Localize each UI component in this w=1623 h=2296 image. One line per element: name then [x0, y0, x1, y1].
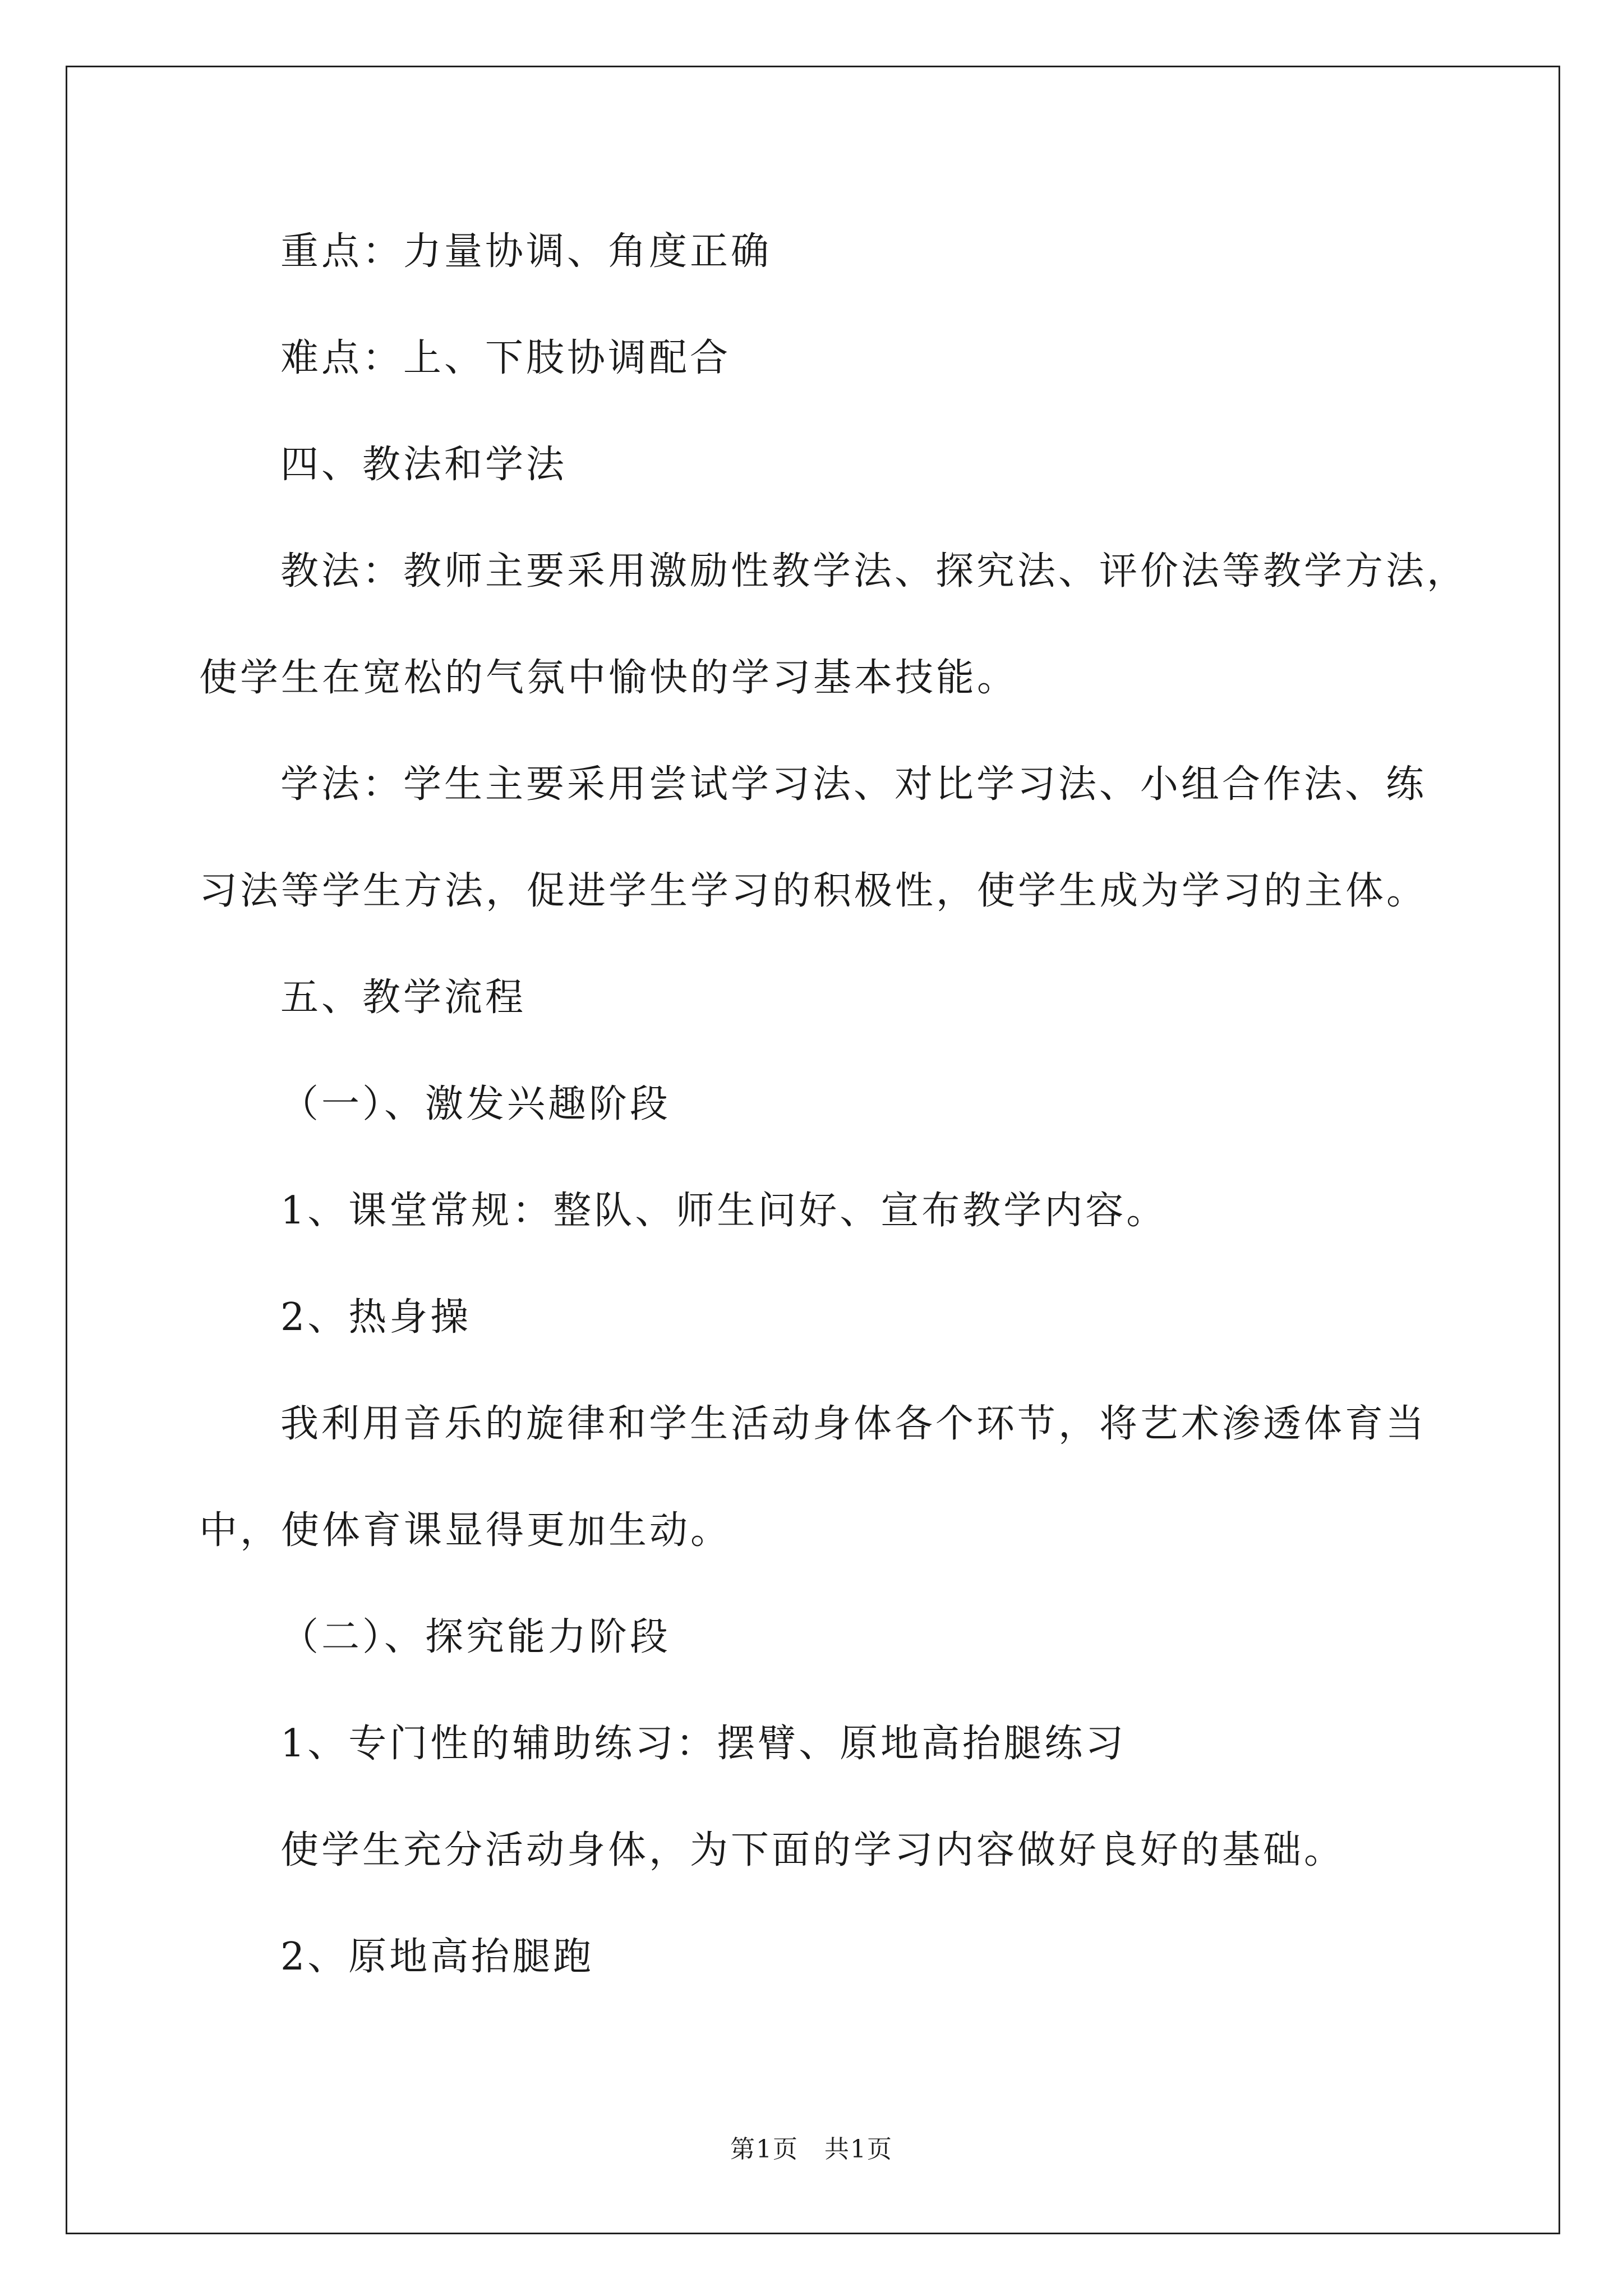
- text-line: 使学生在宽松的气氛中愉快的学习基本技能。: [199, 656, 1018, 700]
- section-heading: 五、教学流程: [280, 976, 527, 1020]
- text-line: 教法：教师主要采用激励性教学法、探究法、评价法等教学方法，: [280, 549, 1468, 593]
- text-line: 2、原地高抬腿跑: [280, 1935, 594, 1979]
- text-line: 我利用音乐的旋律和学生活动身体各个环节，将艺术渗透体育当: [280, 1402, 1427, 1446]
- text-line: 2、热身操: [280, 1295, 472, 1340]
- text-line: 中，使体育课显得更加生动。: [199, 1508, 732, 1553]
- text-line: 1、专门性的辅助练习：摆臂、原地高抬腿练习: [280, 1722, 1127, 1766]
- subsection-heading: （一）、激发兴趣阶段: [280, 1082, 671, 1126]
- text-line: 使学生充分活动身体，为下面的学习内容做好良好的基础。: [280, 1828, 1345, 1872]
- page-border: [66, 66, 1560, 2234]
- text-line: 难点：上、下肢协调配合: [280, 336, 731, 380]
- page-number-footer: 第1页 共1页: [730, 2135, 893, 2164]
- text-line: 1、课堂常规：整队、师生问好、宣布教学内容。: [280, 1189, 1168, 1233]
- section-heading: 四、教法和学法: [280, 443, 568, 487]
- subsection-heading: （二）、探究能力阶段: [280, 1615, 671, 1659]
- text-line: 重点：力量协调、角度正确: [280, 229, 772, 274]
- text-line: 习法等学生方法，促进学生学习的积极性，使学生成为学习的主体。: [199, 869, 1428, 913]
- text-line: 学法：学生主要采用尝试学习法、对比学习法、小组合作法、练: [280, 762, 1427, 807]
